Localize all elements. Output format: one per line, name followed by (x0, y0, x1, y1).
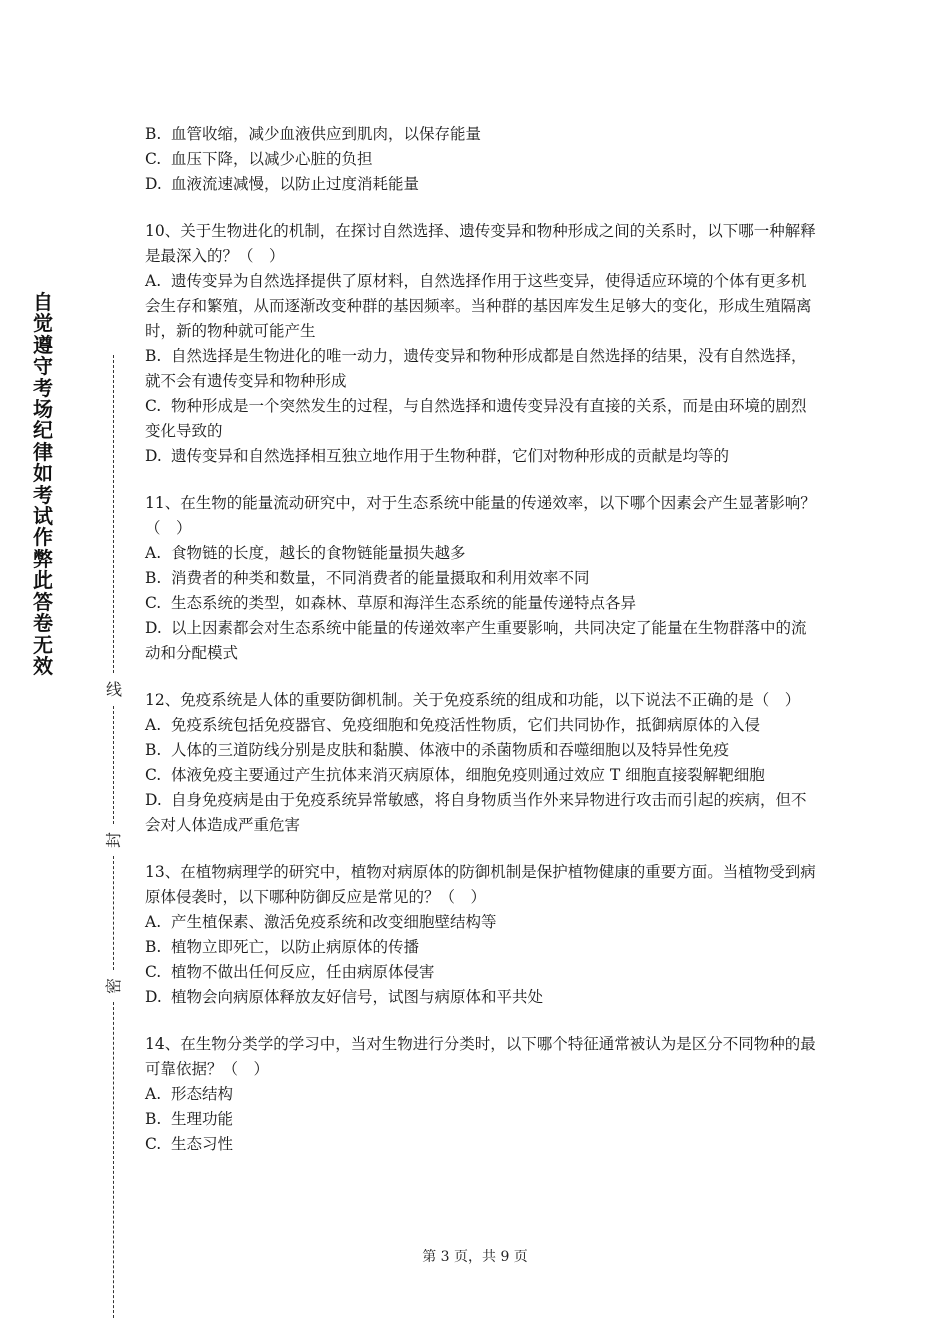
option-letter: C. (145, 1135, 162, 1153)
notice-char: 此 (33, 568, 53, 593)
option-text: 遗传变异为自然选择提供了原材料，自然选择作用于这些变异，使得适应环境的个体有更多机会生存和繁殖，从而逐渐改变种群的基因频率。当种群的基因库发生足够大的变化，形成生殖隔离时，新的物种就可能产生 (145, 272, 812, 340)
option-text: 生态系统的类型，如森林、草原和海洋生态系统的能量传递特点各异 (171, 594, 637, 612)
question-stem: 13、在植物病理学的研究中，植物对病原体的防御机制是保护植物健康的重要方面。当植物受到病原体侵袭时，以下哪种防御反应是常见的？（ ） (145, 863, 816, 906)
notice-char: 作 (33, 525, 53, 550)
option-text: 血液流速减慢，以防止过度消耗能量 (171, 175, 420, 193)
question-list (145, 122, 817, 1157)
answer-option (145, 344, 817, 394)
answer-option (145, 444, 817, 469)
notice-char: 遵 (33, 332, 53, 357)
notice-char: 守 (33, 354, 53, 379)
option-letter: A. (145, 716, 162, 734)
binding-label-seal: 封 (104, 832, 123, 849)
option-letter: B. (145, 125, 162, 143)
answer-option (145, 1132, 817, 1157)
notice-char: 律 (33, 439, 53, 464)
option-text: 自然选择是生物进化的唯一动力，遗传变异和物种形成都是自然选择的结果，没有自然选择，就不会有遗传变异和物种形成 (145, 347, 807, 390)
option-text: 生理功能 (171, 1110, 234, 1128)
option-letter: D. (145, 619, 162, 637)
question-stem: 14、在生物分类学的学习中，当对生物进行分类时，以下哪个特征通常被认为是区分不同物种的最可靠依据？（ ） (145, 1035, 816, 1078)
answer-option (145, 172, 817, 197)
notice-char: 卷 (33, 611, 53, 636)
binding-dash-line (113, 355, 114, 673)
answer-option (145, 616, 817, 666)
option-text: 遗传变异和自然选择相互独立地作用于生物种群，它们对物种形成的贡献是均等的 (171, 447, 730, 465)
option-text: 植物立即死亡，以防止病原体的传播 (171, 938, 420, 956)
option-letter: B. (145, 938, 162, 956)
option-letter: A. (145, 913, 162, 931)
answer-option (145, 713, 817, 738)
option-letter: D. (145, 447, 162, 465)
binding-dash-line (113, 706, 114, 824)
option-letter: C. (145, 963, 162, 981)
option-text: 物种形成是一个突然发生的过程，与自然选择和遗传变异没有直接的关系，而是由环境的剧烈变化导致的 (145, 397, 807, 440)
option-letter: B. (145, 1110, 162, 1128)
exam-discipline-notice (30, 292, 56, 677)
option-text: 食物链的长度，越长的食物链能量损失越多 (171, 544, 466, 562)
option-letter: A. (145, 544, 162, 562)
notice-char: 如 (33, 461, 53, 486)
answer-option (145, 935, 817, 960)
answer-option (145, 910, 817, 935)
option-letter: B. (145, 569, 162, 587)
option-text: 血管收缩，减少血液供应到肌肉，以保存能量 (171, 125, 482, 143)
notice-char: 弊 (33, 546, 53, 571)
answer-option (145, 394, 817, 444)
option-letter: D. (145, 988, 162, 1006)
option-letter: B. (145, 741, 162, 759)
question-stem: 11、在生物的能量流动研究中，对于生态系统中能量的传递效率，以下哪个因素会产生显著影响？（ ） (145, 494, 816, 537)
binding-label-secret: 密 (104, 978, 123, 995)
question-block (145, 860, 817, 1010)
option-letter: D. (145, 791, 162, 809)
option-text: 人体的三道防线分别是皮肤和黏膜、体液中的杀菌物质和吞噬细胞以及特异性免疫 (171, 741, 730, 759)
notice-char: 无 (33, 632, 53, 657)
binding-label-line: 线 (105, 680, 122, 699)
notice-char: 答 (33, 589, 53, 614)
option-text: 血压下降，以减少心脏的负担 (171, 150, 373, 168)
answer-option (145, 566, 817, 591)
option-text: 消费者的种类和数量，不同消费者的能量摄取和利用效率不同 (171, 569, 590, 587)
question-block (145, 1032, 817, 1157)
option-text: 生态习性 (171, 1135, 234, 1153)
option-letter: A. (145, 272, 162, 290)
option-text: 自身免疫病是由于免疫系统异常敏感，将自身物质当作外来异物进行攻击而引起的疾病，但不会对人体造成严重危害 (145, 791, 807, 834)
answer-option (145, 591, 817, 616)
option-text: 形态结构 (171, 1085, 234, 1103)
answer-option (145, 960, 817, 985)
question-block (145, 122, 817, 197)
binding-dash-line (113, 856, 114, 970)
answer-option (145, 541, 817, 566)
option-text: 植物不做出任何反应，任由病原体侵害 (171, 963, 435, 981)
option-letter: C. (145, 594, 162, 612)
option-letter: C. (145, 150, 162, 168)
option-letter: D. (145, 175, 162, 193)
answer-option (145, 763, 817, 788)
notice-char: 觉 (33, 311, 53, 336)
answer-option (145, 1082, 817, 1107)
page-number: 第 3 页，共 9 页 (422, 1249, 528, 1265)
answer-option (145, 1107, 817, 1132)
option-text: 植物会向病原体释放友好信号，试图与病原体和平共处 (171, 988, 544, 1006)
option-letter: C. (145, 397, 162, 415)
question-block (145, 688, 817, 838)
notice-char: 考 (33, 482, 53, 507)
option-letter: A. (145, 1085, 162, 1103)
question-stem: 12、免疫系统是人体的重要防御机制。关于免疫系统的组成和功能，以下说法不正确的是（ ） (145, 691, 801, 709)
notice-char: 纪 (33, 418, 53, 443)
question-stem: 10、关于生物进化的机制，在探讨自然选择、遗传变异和物种形成之间的关系时，以下哪一种解释是最深入的？（ ） (145, 222, 816, 265)
question-block (145, 491, 817, 666)
answer-option (145, 788, 817, 838)
notice-char: 考 (33, 375, 53, 400)
answer-option (145, 122, 817, 147)
option-text: 免疫系统包括免疫器官、免疫细胞和免疫活性物质，它们共同协作，抵御病原体的入侵 (171, 716, 761, 734)
notice-char: 试 (33, 504, 53, 529)
option-letter: B. (145, 347, 162, 365)
answer-option (145, 985, 817, 1010)
option-text: 产生植保素、激活免疫系统和改变细胞壁结构等 (171, 913, 497, 931)
answer-option (145, 738, 817, 763)
notice-char: 效 (33, 653, 53, 678)
answer-option (145, 269, 817, 344)
question-block (145, 219, 817, 469)
notice-char: 自 (33, 290, 53, 314)
option-letter: C. (145, 766, 162, 784)
option-text: 体液免疫主要通过产生抗体来消灭病原体，细胞免疫则通过效应 T 细胞直接裂解靶细胞 (171, 766, 765, 784)
notice-char: 场 (33, 397, 53, 422)
binding-dash-line (113, 1002, 114, 1318)
option-text: 以上因素都会对生态系统中能量的传递效率产生重要影响，共同决定了能量在生物群落中的流动和分配模式 (145, 619, 807, 662)
answer-option (145, 147, 817, 172)
